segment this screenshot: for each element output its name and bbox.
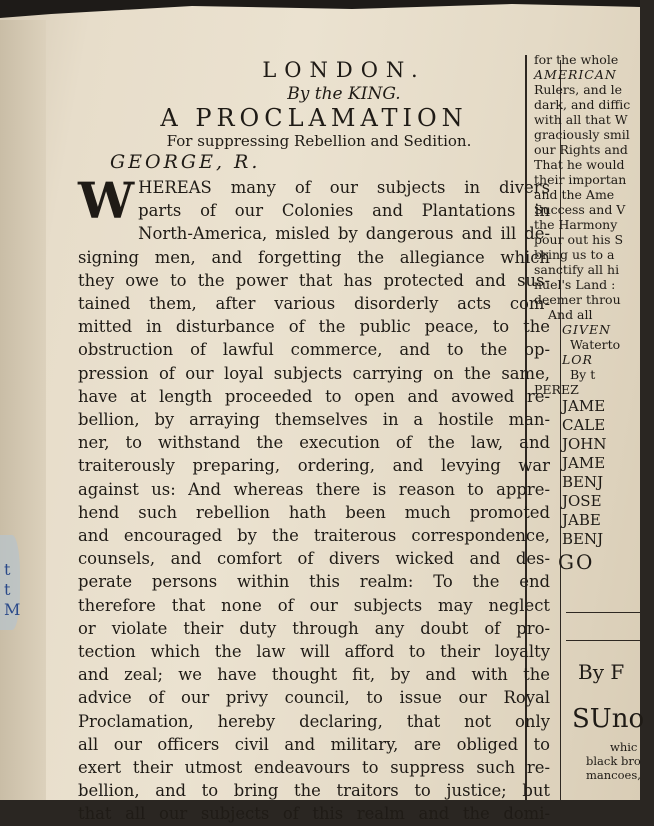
adjacent-column bbox=[534, 52, 654, 574]
signatory-names bbox=[534, 397, 654, 549]
body-line: counsels, and comfort of divers wicked and des- bbox=[78, 549, 550, 569]
torn-edge bbox=[0, 0, 640, 20]
drop-cap: W bbox=[78, 171, 135, 230]
proclamation-column bbox=[78, 58, 550, 826]
signatory-name: BENJ bbox=[562, 473, 604, 491]
body-line: mitted in disturbance of the public peace, to the bbox=[78, 317, 550, 337]
right-column-line: Rulers, and le bbox=[534, 82, 623, 97]
body-line: all our officers civil and military, are obliged to bbox=[78, 734, 550, 754]
signatory-name: JAME bbox=[562, 397, 606, 415]
body-line: therefore that none of our subjects may neglect bbox=[78, 595, 550, 615]
dateline-london: LONDON. bbox=[262, 58, 426, 82]
small-text-line: mancoes, bbox=[586, 768, 641, 782]
body-line: against us: And whereas there is reason to appre- bbox=[78, 479, 550, 499]
section-rule-2 bbox=[566, 640, 640, 641]
body-line: they owe to the power that has protected and sus- bbox=[78, 270, 550, 290]
body-line: tained them, after various disorderly acts com- bbox=[78, 294, 550, 314]
small-text-line: black bro bbox=[586, 754, 641, 768]
by-line-fragment: By F bbox=[578, 660, 625, 684]
left-margin bbox=[0, 20, 46, 800]
margin-fragment: t t M bbox=[4, 560, 21, 619]
signatory-name: BENJ bbox=[562, 530, 604, 548]
body-line: signing men, and forgetting the allegiance which bbox=[78, 247, 550, 267]
right-column-line: PEREZ bbox=[534, 382, 579, 397]
body-line: advice of our privy council, to issue our Royal bbox=[78, 688, 550, 708]
signatory-name: JABE bbox=[562, 511, 601, 529]
right-column-line: dark, and diffic bbox=[534, 97, 631, 112]
body-line: exert their utmost endeavours to suppress such re- bbox=[78, 758, 550, 778]
signatory-name: JAME bbox=[562, 454, 606, 472]
right-column-line: LOR bbox=[562, 352, 593, 367]
royal-signature: GEORGE, R. bbox=[110, 151, 261, 173]
body-line: have at length proceeded to open and avowed re- bbox=[78, 386, 550, 406]
right-column-line: Waterto bbox=[570, 337, 621, 352]
right-column-line: bring us to a bbox=[534, 247, 615, 262]
body-line: HEREAS many of our subjects in divers bbox=[138, 178, 550, 197]
right-column-line: nuel's Land : bbox=[534, 277, 616, 292]
signatory-name: JOHN bbox=[562, 435, 607, 453]
body-line: hend such rebellion hath been much promoted bbox=[78, 502, 550, 522]
proclamation-subtitle: For suppressing Rebellion and Sedition. bbox=[166, 132, 472, 150]
small-text-line: whic bbox=[610, 740, 638, 754]
right-column-line: pour out his S bbox=[534, 232, 624, 247]
right-column-line: GIVEN bbox=[562, 322, 612, 337]
right-column-line: with all that W bbox=[534, 112, 628, 127]
right-column-line: AMERICAN bbox=[534, 67, 617, 82]
body-line: obstruction of lawful commerce, and to the op- bbox=[78, 340, 550, 360]
body-line: traiterously preparing, ordering, and levying war bbox=[78, 456, 550, 476]
god-save-fragment: GO bbox=[558, 550, 595, 574]
proclamation-heading: A PROCLAMATION bbox=[160, 104, 468, 132]
right-column-line: By t bbox=[570, 367, 596, 382]
right-column-line: That he would bbox=[534, 157, 625, 172]
right-column-line: deemer throu bbox=[534, 292, 621, 307]
body-line: and encouraged by the traiterous correspondence, bbox=[78, 526, 550, 546]
body-line: that all our subjects of this realm and the domi- bbox=[78, 804, 550, 824]
body-line: bellion, by arraying themselves in a hostile man- bbox=[78, 410, 550, 430]
body-line: tection which the law will afford to their loyalty bbox=[78, 642, 550, 662]
body-line: pression of our loyal subjects carrying on the same, bbox=[78, 363, 550, 383]
body-line: ner, to withstand the execution of the law, and bbox=[78, 433, 550, 453]
headline-fragment: SUno bbox=[572, 704, 645, 734]
by-the-king: By the KING. bbox=[287, 84, 401, 104]
right-column-line: their importan bbox=[534, 172, 627, 187]
proclamation-body bbox=[78, 171, 550, 826]
body-line: perate persons within this realm: To the end bbox=[78, 572, 550, 592]
body-line: and zeal; we have thought fit, by and with the bbox=[78, 665, 550, 685]
body-line: North-America, misled by dangerous and ill de- bbox=[138, 224, 550, 244]
signatory-name: JOSE bbox=[562, 492, 602, 510]
body-line: Proclamation, hereby declaring, that not only bbox=[78, 711, 550, 731]
body-line: bellion, and to bring the traitors to justice; but bbox=[78, 781, 550, 801]
body-line: or violate their duty through any doubt of pro- bbox=[78, 618, 550, 638]
section-rule bbox=[566, 612, 640, 613]
right-column-line: graciously smil bbox=[534, 127, 630, 142]
body-line: parts of our Colonies and Plantations in bbox=[138, 201, 550, 221]
signatory-name: CALE bbox=[562, 416, 606, 434]
right-column-line: our Rights and bbox=[534, 142, 628, 157]
right-column-line: and the Ame bbox=[534, 187, 615, 202]
right-column-line: for the whole bbox=[534, 52, 619, 67]
small-text-fragment bbox=[586, 740, 641, 782]
right-column-line: sanctify all hi bbox=[534, 262, 620, 277]
right-column-line: the Harmony bbox=[534, 217, 618, 232]
right-column-line: Success and V bbox=[534, 202, 626, 217]
right-column-line: And all bbox=[548, 307, 593, 322]
